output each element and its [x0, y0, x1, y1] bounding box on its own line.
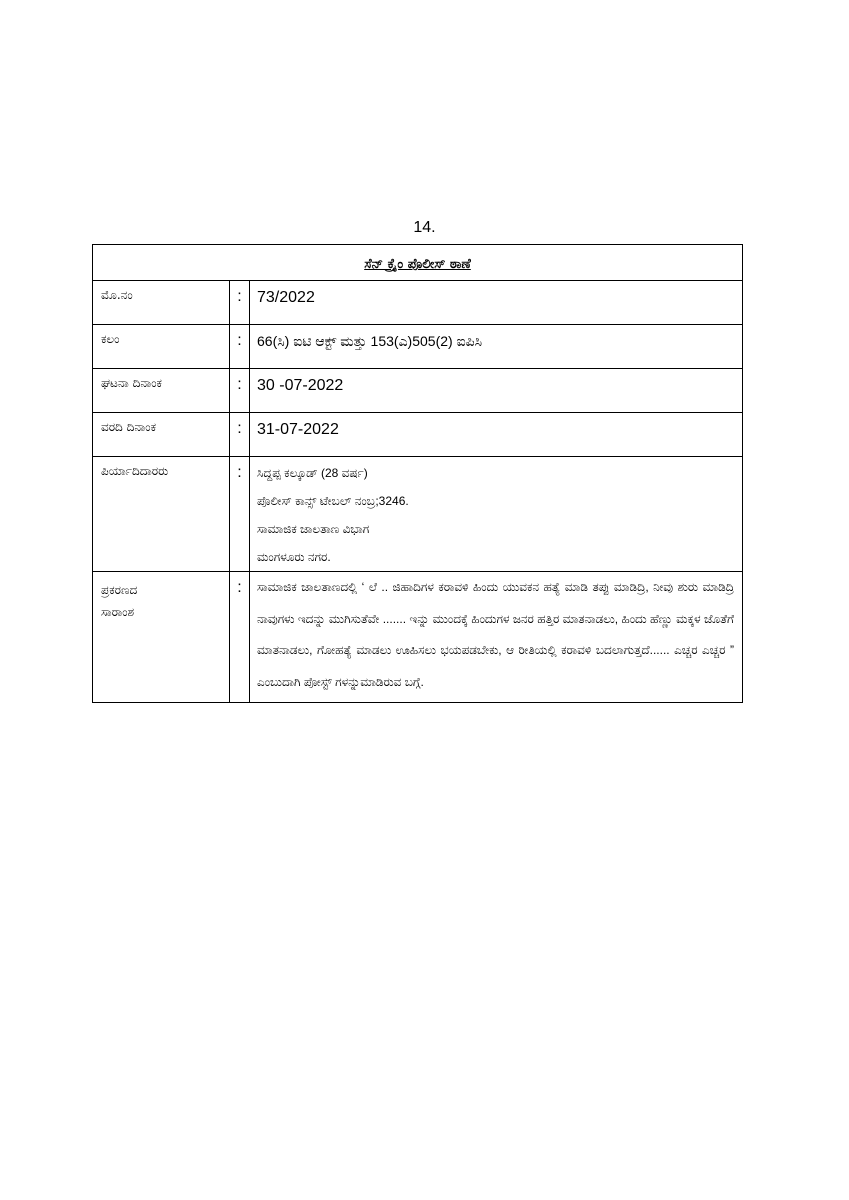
complainant-designation: ಪೊಲೀಸ್ ಕಾನ್ಸ್ ಟೇಬಲ್ ನಂಬ್ರ;3246. [257, 494, 409, 508]
section-value: 66(ಸಿ) ಐಟಿ ಆಕ್ಟ್ ಮತ್ತು 153(ಎ)505(2) ಐಪಿಸಿ [250, 325, 743, 369]
complainant-row [93, 457, 743, 572]
complainant-label: ಪಿರ್ಯಾದಿದಾರರು [93, 457, 230, 572]
case-no-label: ಮೊ.ನಂ [93, 281, 230, 325]
summary-row [93, 572, 743, 703]
summary-label-line1: ಪ್ರಕರಣದ [101, 583, 138, 597]
station-title: ಸೆನ್ ಕ್ರೈಂ ಪೊಲೀಸ್ ಠಾಣೆ [364, 257, 471, 272]
case-no-value: 73/2022 [250, 281, 743, 325]
case-no-colon: : [230, 281, 250, 325]
report-date-label: ವರದಿ ದಿನಾಂಕ [93, 413, 230, 457]
summary-label [93, 572, 230, 703]
summary-text: ಸಾಮಾಜಿಕ ಜಾಲತಾಣದಲ್ಲಿ ‘ ಲೆ .. ಜಿಹಾದಿಗಳ ಕರಾವಳಿ ಹಿಂದು ಯುವಕನ ಹತ್ಯೆ ಮಾಡಿ ತಪ್ಪು ಮಾಡಿದ್ರಿ, ನೀವು ಶುರು ಮಾಡಿದ್ರಿ ನಾವುಗಳು ಇದನ್ನು ಮುಗಿಸುತೆವೇ ....... ಇನ್ನು ಮುಂದಕ್ಕೆ ಹಿಂದುಗಳ ಜನರ ಹತ್ತಿರ ಮಾತನಾಡಲು, ಹಿಂದು ಹೆಣ್ಣು ಮಕ್ಕಳ ಜೊತೆಗೆ ಮಾತನಾಡಲು, ಗೋಹತ್ಯೆ ಮಾಡಲು ಊಹಿಸಲು ಭಯಪಡಬೇಕು, ಆ ರೀತಿಯಲ್ಲಿ ಕರಾವಳಿ ಬದಲಾಗುತ್ತದೆ...... ಎಚ್ಚರ ಎಚ್ಚರ ” ಎಂಬುದಾಗಿ ಪೋಸ್ಟ್ ಗಳನ್ನುಮಾಡಿರುವ ಬಗ್ಗೆ. [250, 572, 743, 703]
complainant-department: ಸಾಮಾಜಿಕ ಜಾಲತಾಣ ವಿಭಾಗ [257, 522, 370, 536]
report-date-value: 31-07-2022 [250, 413, 743, 457]
section-row [93, 325, 743, 369]
case-no-row [93, 281, 743, 325]
incident-date-colon: : [230, 369, 250, 413]
complainant-city: ಮಂಗಳೂರು ನಗರ. [257, 550, 331, 564]
summary-label-line2: ಸಾರಾಂಶ [101, 605, 135, 619]
page-number: 14. [413, 219, 436, 236]
incident-date-label: ಘಟನಾ ದಿನಾಂಕ [93, 369, 230, 413]
report-date-colon: : [230, 413, 250, 457]
title-cell [93, 245, 743, 281]
complainant-details [250, 457, 743, 572]
title-row [93, 245, 743, 281]
incident-date-row [93, 369, 743, 413]
case-record-table [92, 244, 743, 703]
incident-date-value: 30 -07-2022 [250, 369, 743, 413]
section-label: ಕಲಂ [93, 325, 230, 369]
complainant-name: ಸಿದ್ದಪ್ಪ ಕಲ್ಕೂಡ್ (28 ವರ್ಷ) [257, 466, 368, 480]
summary-colon: : [230, 572, 250, 703]
report-date-row [93, 413, 743, 457]
section-colon: : [230, 325, 250, 369]
complainant-colon: : [230, 457, 250, 572]
